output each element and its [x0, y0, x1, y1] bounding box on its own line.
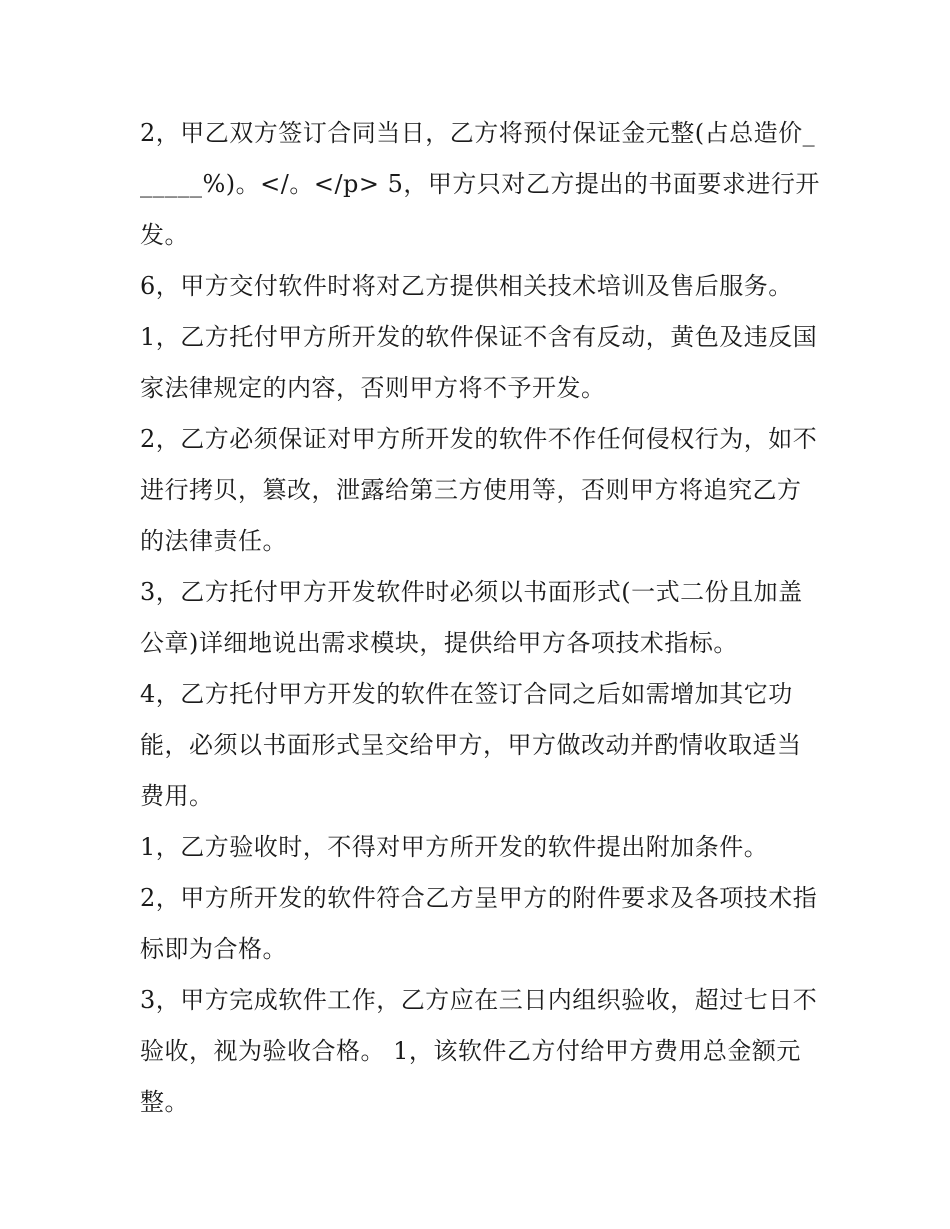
paragraph-qualification-criteria: 2，甲方所开发的软件符合乙方呈甲方的附件要求及各项技术指标即为合格。: [140, 884, 818, 963]
paragraph-written-requirements: 3，乙方托付甲方开发软件时必须以书面形式(一式二份且加盖公章)详细地说出需求模块，提供给甲方各项技术指标。: [140, 578, 803, 657]
paragraph-acceptance-conditions: 1，乙方验收时，不得对甲方所开发的软件提出附加条件。: [140, 833, 769, 861]
paragraph-acceptance-deadline: 3，甲方完成软件工作，乙方应在三日内组织验收，超过七日不验收，视为验收合格。 1，该软件乙方付给甲方费用总金额元整。: [140, 986, 818, 1116]
paragraph-content-restriction: 1，乙方托付甲方所开发的软件保证不含有反动，黄色及违反国家法律规定的内容，否则甲方将不予开发。: [140, 323, 818, 402]
document-body: [140, 108, 820, 1128]
paragraph-infringement-clause: 2，乙方必须保证对甲方所开发的软件不作任何侵权行为，如不进行拷贝，篡改，泄露给第三方使用等，否则甲方将追究乙方的法律责任。: [140, 425, 818, 555]
paragraph-training-clause: 6，甲方交付软件时将对乙方提供相关技术培训及售后服务。: [140, 272, 793, 300]
paragraph-additional-features: 4，乙方托付甲方开发的软件在签订合同之后如需增加其它功能，必须以书面形式呈交给甲方，甲方做改动并酌情收取适当费用。: [140, 680, 802, 810]
paragraph-deposit-clause: 2，甲乙双方签订合同当日，乙方将预付保证金元整(占总造价______%)。</。</p> 5，甲方只对乙方提出的书面要求进行开发。: [140, 119, 820, 249]
